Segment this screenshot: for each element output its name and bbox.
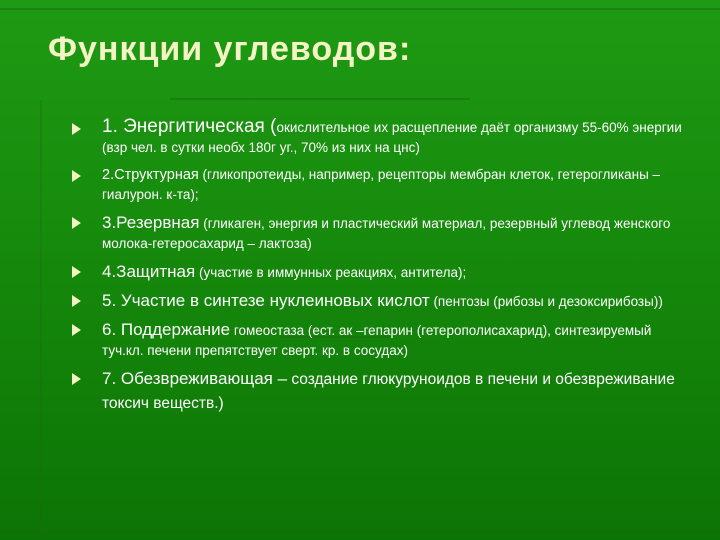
list-item-homeostasis bbox=[72, 319, 692, 361]
item-main: 3.Резервная bbox=[102, 213, 200, 232]
item-main: 1. Энергитическая ( bbox=[102, 116, 277, 137]
item-detail: создание глюкуруноидов в печени и обезвреживание токсич веществ.) bbox=[102, 371, 675, 412]
list-item-reserve bbox=[72, 212, 692, 254]
bullet-icon bbox=[72, 324, 81, 336]
list-item-energy bbox=[72, 116, 692, 158]
decor-line-2 bbox=[170, 98, 470, 100]
list-item-protective bbox=[72, 261, 692, 283]
item-main: 4.Защитная bbox=[102, 262, 196, 281]
item-detail: (гликаген, энергия и пластический материал, резервный углевод женского молока-гетеросахарид – лактоза) bbox=[102, 216, 671, 251]
bullet-icon bbox=[72, 266, 81, 278]
list-item-nucleic-synthesis bbox=[72, 290, 692, 312]
item-main: 2.Структурная bbox=[102, 167, 199, 183]
item-detail: гомеостаза (ест. ак –гепарин (гетерополисахарид), синтезируемый туч.кл. печени препятствует сверт. кр. в сосудах) bbox=[102, 323, 652, 358]
item-detail: окислительное их расщепление даёт организму 55-60% энергии (взр чел. в сутки необх 180г уг., 70% из них на цнс) bbox=[102, 120, 682, 155]
list-item-structural bbox=[72, 165, 692, 205]
item-main: 6. Поддержание bbox=[102, 320, 231, 339]
bullet-icon bbox=[72, 123, 81, 135]
item-main: 5. Участие в синтезе нуклеиновых кислот bbox=[102, 291, 430, 310]
decor-vline-1 bbox=[40, 100, 42, 540]
item-detail: (гликопротеиды, например, рецепторы мембран клеток, гетерогликаны – гиалурон. к-та); bbox=[102, 167, 661, 202]
bullet-icon bbox=[72, 295, 81, 307]
decor-line-4 bbox=[0, 528, 720, 530]
slide-title: Функции углеводов: bbox=[48, 30, 412, 68]
bullet-icon bbox=[72, 170, 81, 182]
decor-line-1 bbox=[0, 8, 720, 10]
bullet-icon bbox=[72, 373, 81, 385]
item-main: 7. Обезвреживающая – bbox=[102, 369, 288, 388]
item-detail: (пентозы (рибозы и дезоксирибозы)) bbox=[429, 294, 663, 309]
function-list bbox=[72, 116, 692, 423]
item-detail: (участие в иммунных реакциях, антитела); bbox=[195, 265, 467, 280]
list-item-detox bbox=[72, 368, 692, 416]
bullet-icon bbox=[72, 217, 81, 229]
